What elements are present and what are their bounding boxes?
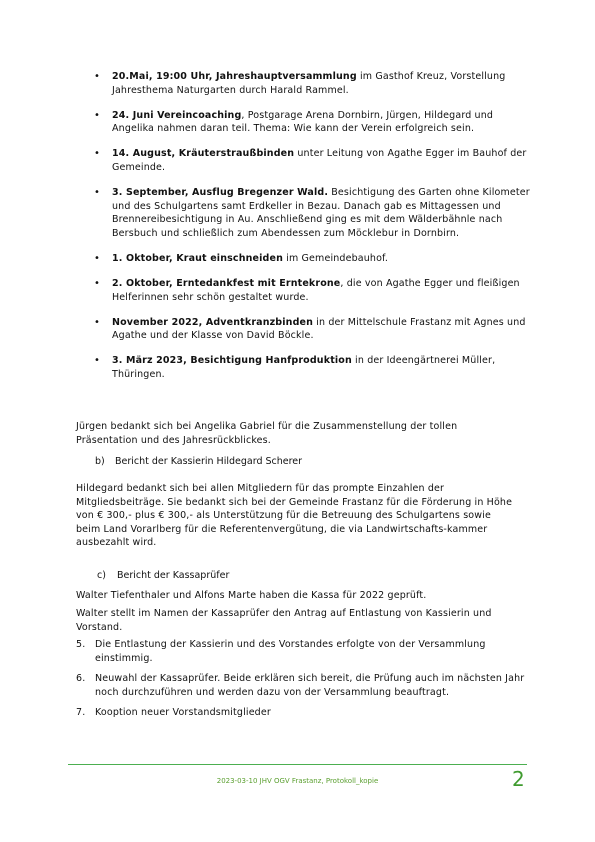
item-text: Die Entlastung der Kassierin und des Vorstandes erfolgte von der Versammlung einstimmig. bbox=[95, 639, 486, 664]
section-title: Bericht der Kassaprüfer bbox=[117, 570, 230, 581]
list-item bbox=[94, 252, 534, 266]
event-text: Besichtigung des Garten ohne Kilometer und des Schulgartens samt Erdkeller in Bezau. Danach gab es Mittagessen und Brennereibesichtigung in Au. Anschließend ging es mit dem Wälderbähnle nach Bersbuch und schließlich zum Abendessen zum Möcklebur in Dornbirn. bbox=[112, 187, 530, 239]
event-title: 1. Oktober, Kraut einschneiden bbox=[112, 252, 283, 264]
auditor-paragraph-1: Walter Tiefenthaler und Alfons Marte haben die Kassa für 2022 geprüft. bbox=[76, 590, 427, 601]
list-item bbox=[94, 109, 534, 136]
event-text: in der Mittelschule Frastanz mit Agnes und Agathe und der Klasse von David Böckle. bbox=[112, 316, 526, 342]
event-title: 3. September, Ausflug Bregenzer Wald. bbox=[112, 187, 329, 199]
section-label: c) bbox=[97, 570, 106, 581]
event-title: 2. Oktober, Erntedankfest mit Erntekrone bbox=[112, 278, 341, 290]
section-label: b) bbox=[95, 456, 105, 467]
cashier-paragraph: Hildegard bedankt sich bei allen Mitgliedern für das prompte Einzahlen der Mitgliedsbeiträge. Sie bedankt sich bei der Gemeinde Frastanz für die Förderung in Höhe von € 300,- plus € 300,- als Unterstützung für die Betreuung des Schulgartens sowie beim Land Vorarlberg für die Referentenvergütung, die via Landwirtschafts-kammer ausbezahlt wird. bbox=[76, 483, 513, 549]
event-title: 14. August, Kräuterstraußbinden bbox=[112, 148, 295, 160]
event-text: , Postgarage Arena Dornbirn, Jürgen, Hildegard und Angelika nahmen daran teil. Thema: Wie kann der Verein erfolgreich sein. bbox=[112, 109, 494, 135]
section-heading-c bbox=[97, 569, 229, 583]
list-item bbox=[76, 706, 526, 720]
thanks-paragraph: Jürgen bedankt sich bei Angelika Gabriel für die Zusammenstellung der tollen Präsentation und des Jahresrückblickes. bbox=[76, 421, 458, 446]
footer-divider bbox=[68, 764, 527, 765]
auditor-paragraph-2: Walter stellt im Namen der Kassaprüfer den Antrag auf Entlastung von Kassierin und Vorstand. bbox=[76, 608, 492, 633]
event-text: unter Leitung von Agathe Egger im Bauhof der Gemeinde. bbox=[112, 148, 527, 173]
section-heading-b bbox=[95, 455, 302, 469]
event-text: im Gemeindebauhof. bbox=[283, 252, 389, 264]
event-title: November 2022, Adventkranzbinden bbox=[112, 316, 314, 328]
footer-text: 2023-03-10 JHV OGV Frastanz, Protokoll_kopie bbox=[216, 777, 379, 785]
item-number: 6. bbox=[76, 673, 86, 685]
list-item bbox=[76, 672, 526, 699]
list-item bbox=[94, 354, 534, 381]
event-text: im Gasthof Kreuz, Vorstellung Jahresthema Naturgarten durch Harald Rammel. bbox=[112, 71, 506, 96]
numbered-list bbox=[76, 638, 526, 727]
list-item bbox=[94, 186, 534, 240]
list-item bbox=[76, 638, 526, 665]
item-text: Kooption neuer Vorstandsmitglieder bbox=[95, 707, 271, 719]
item-number: 5. bbox=[76, 639, 86, 650]
list-item bbox=[94, 147, 534, 174]
event-title: 24. Juni Vereincoaching bbox=[112, 109, 242, 121]
item-number: 7. bbox=[76, 707, 86, 719]
event-title: 3. März 2023, Besichtigung Hanfproduktion bbox=[112, 355, 352, 367]
item-text: Neuwahl der Kassaprüfer. Beide erklären sich bereit, die Prüfung auch im nächsten Jahr noch durchzuführen und werden dazu von der Versammlung beauftragt. bbox=[95, 673, 525, 698]
event-text: , die von Agathe Egger und fleißigen Helferinnen sehr schön gestaltet wurde. bbox=[112, 278, 520, 303]
section-title: Bericht der Kassierin Hildegard Scherer bbox=[115, 456, 303, 467]
list-item bbox=[94, 277, 534, 304]
page-number: 2 bbox=[512, 767, 525, 791]
list-item bbox=[94, 316, 534, 343]
events-list bbox=[94, 70, 534, 393]
event-title: 20.Mai, 19:00 Uhr, Jahreshauptversammlung bbox=[112, 71, 357, 82]
list-item bbox=[94, 70, 534, 97]
event-text: in der Ideengärtnerei Müller, Thüringen. bbox=[112, 355, 496, 380]
